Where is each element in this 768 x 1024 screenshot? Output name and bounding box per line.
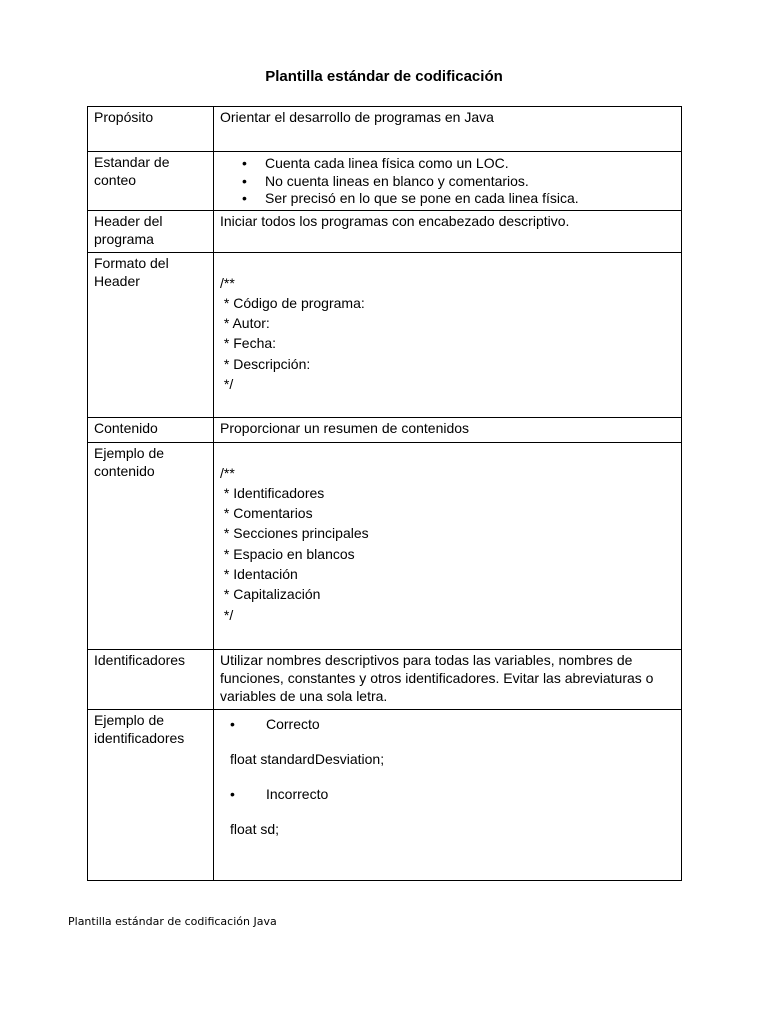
list-item: • Ser precisó en lo que se pone en cada linea física.: [242, 190, 579, 206]
table-row: [88, 107, 682, 152]
table-row: [88, 417, 682, 442]
document-title: Plantilla estándar de codificación: [265, 68, 503, 85]
row-value-header-programa: Iniciar todos los programas con encabezado descriptivo.: [214, 210, 682, 252]
bullet-icon: •: [230, 785, 235, 802]
row-label-ejemplo-identificadores: Ejemplo de identificadores: [88, 709, 214, 880]
header-format-code: /** * Código de programa: * Autor: * Fecha: * Descripción: */: [220, 274, 365, 392]
table-row: [88, 709, 682, 880]
bullet-icon: •: [242, 172, 247, 189]
row-value-formato-header: [214, 252, 682, 417]
row-label-header-programa: Header del programa: [88, 210, 214, 252]
row-value-contenido: Proporcionar un resumen de contenidos: [214, 417, 682, 442]
row-value-identificadores: Utilizar nombres descriptivos para todas las variables, nombres de funciones, constantes y otros identificadores. Evitar las abreviaturas o variables de una sola letra.: [214, 649, 682, 709]
table-row: [88, 252, 682, 417]
list-item: • Cuenta cada linea física como un LOC.: [242, 155, 509, 171]
correct-label: Correcto: [266, 715, 320, 732]
row-value-ejemplo-contenido: [214, 442, 682, 649]
row-value-ejemplo-identificadores: [214, 709, 682, 880]
table-row: [88, 442, 682, 649]
row-value-proposito: Orientar el desarrollo de programas en Java: [214, 107, 682, 152]
bullet-icon: •: [230, 715, 235, 732]
row-value-conteo: [214, 152, 682, 211]
incorrect-label: Incorrecto: [266, 785, 329, 802]
correct-code: float standardDesviation;: [230, 750, 385, 767]
row-label-conteo: Estandar de conteo: [88, 152, 214, 211]
list-item: [220, 785, 675, 803]
conteo-list: [220, 155, 675, 208]
row-label-contenido: Contenido: [88, 417, 214, 442]
list-item: [220, 715, 675, 733]
table-row: [88, 210, 682, 252]
incorrect-code: float sd;: [230, 820, 280, 837]
table-row: [88, 152, 682, 211]
content-example-code: /** * Identificadores * Comentarios * Secciones principales * Espacio en blancos * Identación * Capitalización */: [220, 464, 369, 623]
row-label-proposito: Propósito: [88, 107, 214, 152]
bullet-icon: •: [242, 190, 247, 206]
row-label-identificadores: Identificadores: [88, 649, 214, 709]
row-label-ejemplo-contenido: Ejemplo de contenido: [88, 442, 214, 649]
coding-standard-table: [87, 106, 682, 881]
bullet-icon: •: [242, 155, 247, 171]
list-item: • No cuenta lineas en blanco y comentarios.: [242, 172, 529, 189]
row-label-formato-header: Formato del Header: [88, 252, 214, 417]
table-row: [88, 649, 682, 709]
page-footer: Plantilla estándar de codificación Java: [68, 915, 277, 928]
